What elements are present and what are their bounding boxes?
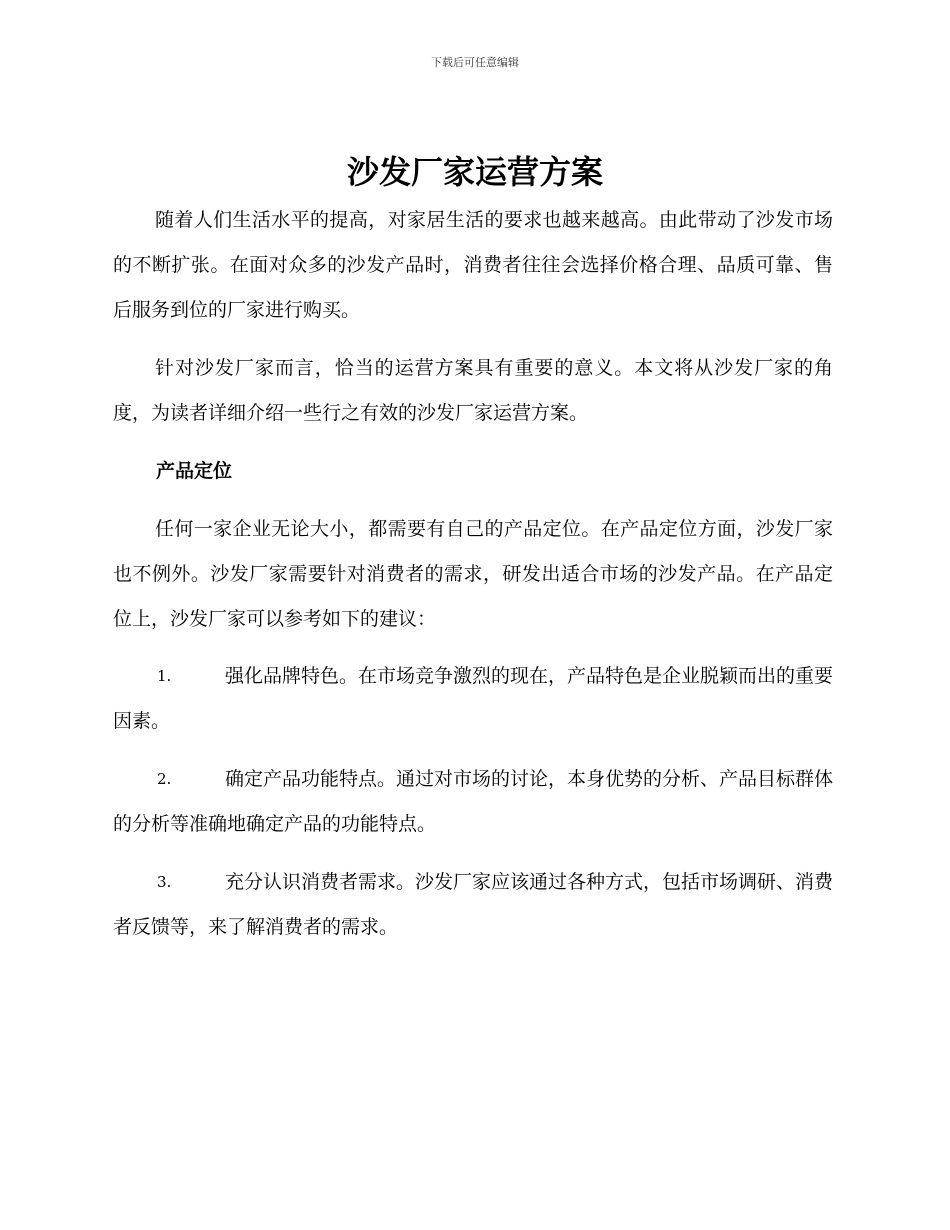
list-item <box>113 654 833 744</box>
list-item-text: 强化品牌特色。在市场竞争激烈的现在，产品特色是企业脱颖而出的重要因素。 <box>113 665 834 732</box>
list-item-number: 3. <box>157 873 172 891</box>
list-item-number: 2. <box>157 770 172 788</box>
document-title: 沙发厂家运营方案 <box>346 153 603 191</box>
header-note: 下载后可任意编辑 <box>431 56 519 69</box>
intro-paragraph-1: 随着人们生活水平的提高，对家居生活的要求也越来越高。由此带动了沙发市场的不断扩张。在面对众多的沙发产品时，消费者往往会选择价格合理、品质可靠、售后服务到位的厂家进行购买。 <box>113 209 833 321</box>
list-item <box>113 757 833 847</box>
list-item-text: 充分认识消费者需求。沙发厂家应该通过各种方式，包括市场调研、消费者反馈等，来了解消费者的需求。 <box>113 871 834 938</box>
list-item <box>113 860 833 950</box>
list-item-text: 确定产品功能特点。通过对市场的讨论，本身优势的分析、产品目标群体的分析等准确地确定产品的功能特点。 <box>113 768 834 835</box>
section-heading: 产品定位 <box>156 460 233 482</box>
list-item-number: 1. <box>157 667 172 685</box>
intro-paragraph-2: 针对沙发厂家而言，恰当的运营方案具有重要的意义。本文将从沙发厂家的角度，为读者详细介绍一些行之有效的沙发厂家运营方案。 <box>113 357 833 424</box>
section-intro-paragraph: 任何一家企业无论大小，都需要有自己的产品定位。在产品定位方面，沙发厂家也不例外。沙发厂家需要针对消费者的需求，研发出适合市场的沙发产品。在产品定位上，沙发厂家可以参考如下的建议： <box>113 518 833 630</box>
